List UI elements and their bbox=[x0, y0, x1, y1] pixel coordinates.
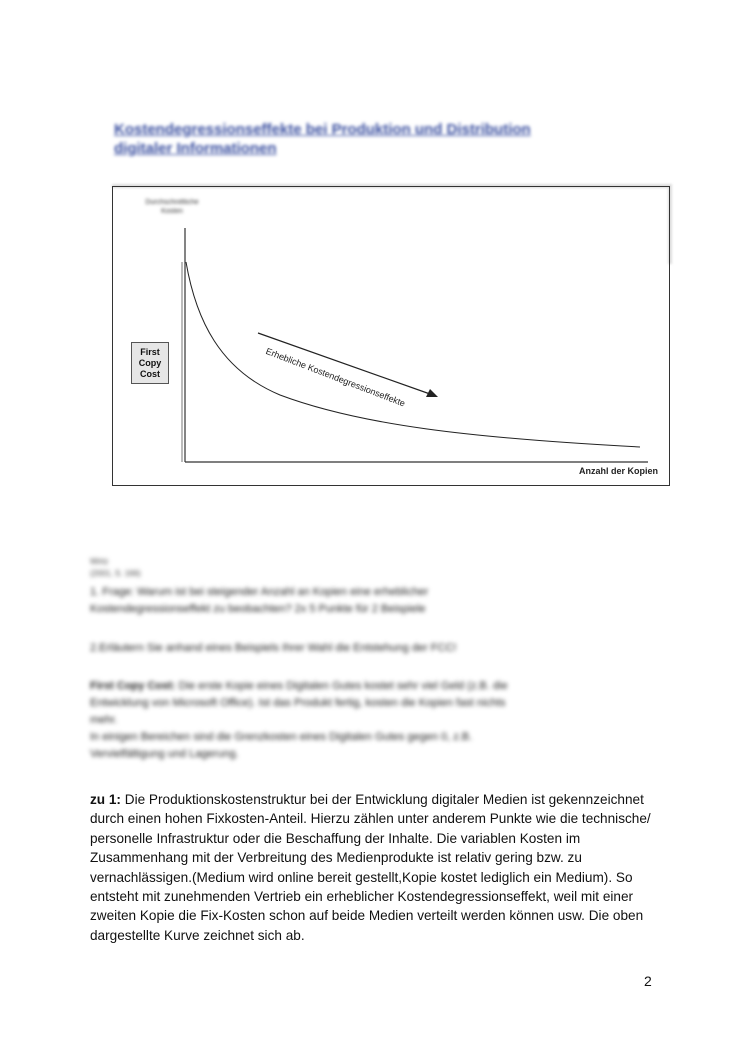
fcc-line3: mehr. bbox=[90, 714, 118, 726]
average-cost-curve bbox=[186, 262, 640, 447]
degression-arrow-label: Erhebliche Kostendegressionseffekte bbox=[264, 346, 407, 409]
fcc-label-line1: First bbox=[140, 347, 160, 357]
question-1-line1: 1. Frage: Warum ist bei steigender Anzahl an Kopien eine erheblicher bbox=[90, 586, 429, 598]
y-axis-label bbox=[140, 198, 204, 216]
question-2: 2.Erläutern Sie anhand eines Beispiels Ihrer Wahl die Entstehung der FCC! bbox=[90, 642, 457, 654]
figure-title-line1: Kostendegressionseffekte bei Produktion und Distribution bbox=[114, 121, 531, 138]
y-axis-label-line1: Durchschnittliche bbox=[145, 199, 199, 206]
x-axis-label: Anzahl der Kopien bbox=[578, 466, 658, 476]
question-1-line2: Kostendegressionseffekt zu beobachten? 2x 5 Punkte für 2 Beispiele bbox=[90, 603, 426, 615]
question-1 bbox=[90, 584, 650, 618]
fcc-lead: First Copy Cost: bbox=[90, 680, 176, 692]
source-citation bbox=[90, 556, 650, 580]
fcc-line1: Die erste Kopie eines Digitalen Gutes kostet sehr viel Geld (z.B. die bbox=[178, 680, 508, 692]
fcc-line2: Entwicklung von Microsoft Office). Ist das Produkt fertig, kosten die Kopien fast nichts bbox=[90, 697, 506, 709]
fcc-label-line2: Copy bbox=[138, 358, 162, 368]
first-copy-cost-paragraph bbox=[90, 678, 650, 763]
source-line2: (2001, S. 166) bbox=[90, 569, 141, 578]
first-copy-cost-box bbox=[131, 342, 169, 384]
y-axis-label-line2: Kosten bbox=[161, 208, 183, 215]
page-number: 2 bbox=[644, 973, 652, 989]
figure-title-line2: digitaler Informationen bbox=[114, 140, 277, 157]
fcc-line4: In einigen Bereichen sind die Grenzkosten eines Digitalen Gutes gegen 0, z.B. bbox=[90, 731, 473, 743]
answer-text: Die Produktionskostenstruktur bei der Entwicklung digitaler Medien ist gekennzeichnet durch einen hohen Fixkosten-Anteil. Hierzu zählen unter anderem Punkte wie die technische/ personelle Infrastruktur oder die Beschaffung der Inhalte. Die variablen Kosten im Zusammenhang mit der Verbreitung des Medienprodukte ist relativ gering bzw. zu vernachlässigen.(Medium wird online bereit gestellt,Kopie kostet lediglich ein Medium). So entsteht mit zunehmenden Vertrieb ein erheblicher Kostendegressionseffekt, weil mit einer zweiten Kopie die Fix-Kosten schon auf beide Medien verteilt werden können usw. Die oben dargestellte Kurve zeichnet sich ab. bbox=[90, 792, 651, 943]
source-line1: Wirtz bbox=[90, 557, 109, 566]
fcc-paragraph-line1 bbox=[90, 678, 650, 695]
fcc-line5: Vervielfältigung und Lagerung. bbox=[90, 748, 239, 760]
answer-lead: zu 1: bbox=[90, 792, 121, 807]
answer-paragraph bbox=[90, 790, 680, 945]
fcc-label-line3: Cost bbox=[140, 369, 160, 379]
